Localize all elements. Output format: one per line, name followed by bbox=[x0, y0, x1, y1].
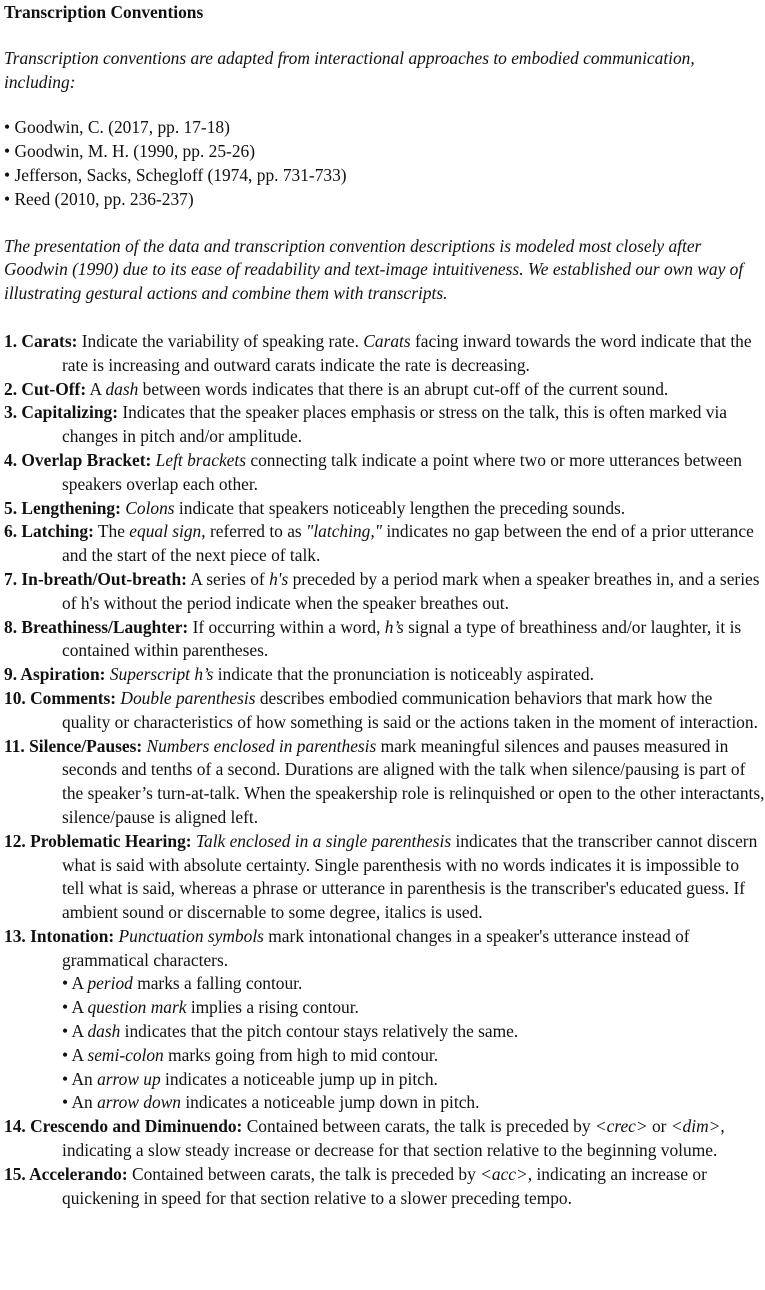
convention-term: 7. In-breath/Out-breath: bbox=[4, 568, 187, 589]
convention-term: 14. Crescendo and Diminuendo: bbox=[4, 1116, 243, 1137]
body-text: facing inward towards the word indicate that the rate is increasing and outward carats indicate the rate is decreasing. bbox=[62, 330, 752, 375]
convention-term: 6. Latching: bbox=[4, 521, 94, 542]
emphasis-text: <dim> bbox=[670, 1116, 721, 1137]
body-text: marks a falling contour. bbox=[132, 973, 303, 994]
page-title: Transcription Conventions bbox=[4, 2, 204, 22]
emphasis-text: "latching," bbox=[306, 521, 382, 542]
convention-item bbox=[4, 735, 765, 830]
reference-text: Goodwin, C. (2017, pp. 17-18) bbox=[14, 117, 230, 138]
convention-term: 1. Carats: bbox=[4, 330, 78, 351]
intonation-sublist bbox=[62, 972, 765, 1115]
intonation-subitem bbox=[62, 1091, 765, 1115]
emphasis-text: h's bbox=[269, 568, 289, 589]
convention-term: 11. Silence/Pauses: bbox=[4, 735, 143, 756]
convention-item bbox=[4, 830, 765, 925]
convention-item bbox=[4, 663, 765, 687]
body-text: If occurring within a word, bbox=[188, 616, 385, 637]
reference-item bbox=[4, 140, 765, 164]
body-text: indicates no gap between the end of a prior utterance and the start of the next piece of talk. bbox=[62, 521, 754, 566]
body-text: • An bbox=[62, 1068, 98, 1089]
body-text: Indicate the variability of speaking rate. bbox=[77, 330, 364, 351]
convention-term: 4. Overlap Bracket: bbox=[4, 449, 152, 470]
convention-item bbox=[4, 520, 765, 568]
convention-item bbox=[4, 330, 765, 378]
convention-term: 2. Cut-Off: bbox=[4, 378, 87, 399]
bullet-glyph: • bbox=[4, 141, 11, 162]
conventions-list bbox=[4, 330, 765, 1210]
emphasis-text: period bbox=[87, 973, 133, 994]
body-text: • A bbox=[62, 973, 88, 994]
convention-term: 3. Capitalizing: bbox=[4, 402, 119, 423]
body-text: signal a type of breathiness and/or laughter, it is contained within parentheses. bbox=[62, 616, 742, 661]
convention-item bbox=[4, 497, 765, 521]
emphasis-text: <acc> bbox=[480, 1163, 528, 1184]
emphasis-text: question mark bbox=[87, 997, 187, 1018]
body-text: The bbox=[93, 521, 130, 542]
convention-term: 10. Comments: bbox=[4, 687, 117, 708]
body-text: • A bbox=[62, 1021, 88, 1042]
emphasis-text: Punctuation symbols bbox=[118, 925, 264, 946]
convention-item bbox=[4, 378, 765, 402]
convention-term: 5. Lengthening: bbox=[4, 497, 121, 518]
body-text: • A bbox=[62, 1044, 88, 1065]
emphasis-text: Carats bbox=[363, 330, 411, 351]
body-text: Contained between carats, the talk is preceded by bbox=[127, 1163, 481, 1184]
intro-paragraph: Transcription conventions are adapted from interactional approaches to embodied communication, including: bbox=[4, 47, 695, 92]
body-text: • An bbox=[62, 1092, 98, 1113]
emphasis-text: <crec> bbox=[594, 1116, 648, 1137]
convention-term: 15. Accelerando: bbox=[4, 1163, 128, 1184]
body-text: indicates that the transcriber cannot discern what is said with absolute certainty. Single parenthesis with no words indicates it is impossible to tell what is said, whereas a phrase or utterance in parenthesis is the transcriber's educated guess. If ambient sound or discernable to some degree, italics is used. bbox=[62, 830, 758, 923]
convention-term: 8. Breathiness/Laughter: bbox=[4, 616, 189, 637]
body-text: A bbox=[86, 378, 106, 399]
body-text: describes embodied communication behaviors that mark how the quality or characteristics of how something is said or the actions taken in the moment of interaction. bbox=[62, 687, 758, 732]
body-text: marks going from high to mid contour. bbox=[163, 1044, 439, 1065]
body-text: or bbox=[647, 1116, 671, 1137]
body-text: , indicating an increase or quickening in speed for that section relative to a slower preceding tempo. bbox=[62, 1163, 707, 1208]
convention-item bbox=[4, 401, 765, 449]
reference-text: Reed (2010, pp. 236-237) bbox=[14, 188, 194, 209]
convention-item bbox=[4, 1163, 765, 1211]
reference-item bbox=[4, 188, 765, 212]
emphasis-text: semi-colon bbox=[87, 1044, 164, 1065]
convention-item bbox=[4, 925, 765, 1115]
intonation-subitem bbox=[62, 972, 765, 996]
convention-term: 9. Aspiration: bbox=[4, 664, 106, 685]
emphasis-text: Colons bbox=[125, 497, 175, 518]
body-text: preceded by a period mark when a speaker breathes in, and a series of h's without the period indicate when the speaker breathes out. bbox=[62, 568, 760, 613]
emphasis-text: Numbers enclosed in parenthesis bbox=[146, 735, 377, 756]
emphasis-text: Left brackets bbox=[155, 449, 246, 470]
body-text: A series of bbox=[186, 568, 270, 589]
emphasis-text: Talk enclosed in a single parenthesis bbox=[195, 830, 452, 851]
intonation-subitem bbox=[62, 1020, 765, 1044]
emphasis-text: Double parenthesis bbox=[120, 687, 256, 708]
body-text: mark intonational changes in a speaker's utterance instead of grammatical characters. bbox=[62, 925, 690, 970]
body-text: indicates a noticeable jump up in pitch. bbox=[160, 1068, 438, 1089]
emphasis-text: h’s bbox=[384, 616, 404, 637]
body-text: • A bbox=[62, 997, 88, 1018]
body-text: , indicating a slow steady increase or decrease for that section relative to the beginning volume. bbox=[62, 1116, 725, 1161]
presentation-paragraph: The presentation of the data and transcription convention descriptions is modeled most closely after Goodwin (1990) due to its ease of readability and text-image intuitiveness. We established our own way of illustrating gestural actions and combine them with transcripts. bbox=[4, 235, 744, 304]
convention-item bbox=[4, 616, 765, 664]
body-text: Indicates that the speaker places emphasis or stress on the talk, this is often marked via changes in pitch and/or amplitude. bbox=[62, 402, 727, 447]
body-text: between words indicates that there is an abrupt cut-off of the current sound. bbox=[138, 378, 669, 399]
intonation-subitem bbox=[62, 1068, 765, 1092]
bullet-glyph: • bbox=[4, 164, 11, 185]
emphasis-text: arrow up bbox=[97, 1068, 161, 1089]
convention-term: 13. Intonation: bbox=[4, 925, 115, 946]
convention-term: 12. Problematic Hearing: bbox=[4, 830, 192, 851]
bullet-glyph: • bbox=[4, 188, 11, 209]
reference-text: Jefferson, Sacks, Schegloff (1974, pp. 731-733) bbox=[14, 164, 347, 185]
body-text: indicates a noticeable jump down in pitch. bbox=[181, 1092, 480, 1113]
emphasis-text: dash bbox=[105, 378, 139, 399]
body-text: indicate that the pronunciation is noticeably aspirated. bbox=[213, 664, 594, 685]
intonation-subitem bbox=[62, 1044, 765, 1068]
convention-item bbox=[4, 568, 765, 616]
body-text: , referred to as bbox=[201, 521, 307, 542]
convention-item bbox=[4, 449, 765, 497]
emphasis-text: equal sign bbox=[129, 521, 202, 542]
body-text: implies a rising contour. bbox=[186, 997, 359, 1018]
bullet-glyph: • bbox=[4, 117, 11, 138]
intonation-subitem bbox=[62, 996, 765, 1020]
body-text: mark meaningful silences and pauses measured in seconds and tenths of a second. Durations are aligned with the talk when silence/pausing is part of the speaker’s turn-at-talk. When the speakership role is relinquished or open to the other interactants, silence/pause is aligned left. bbox=[62, 735, 765, 827]
emphasis-text: dash bbox=[87, 1021, 121, 1042]
emphasis-text: Superscript h’s bbox=[109, 664, 214, 685]
convention-item bbox=[4, 687, 765, 735]
body-text: indicates that the pitch contour stays relatively the same. bbox=[120, 1021, 519, 1042]
emphasis-text: arrow down bbox=[97, 1092, 181, 1113]
reference-text: Goodwin, M. H. (1990, pp. 25-26) bbox=[14, 141, 256, 162]
body-text: connecting talk indicate a point where two or more utterances between speakers overlap each other. bbox=[62, 449, 742, 494]
convention-item bbox=[4, 1115, 765, 1163]
reference-list bbox=[4, 116, 765, 211]
reference-item bbox=[4, 164, 765, 188]
reference-item bbox=[4, 116, 765, 140]
body-text: indicate that speakers noticeably lengthen the preceding sounds. bbox=[174, 497, 626, 518]
body-text: Contained between carats, the talk is preceded by bbox=[242, 1116, 595, 1137]
